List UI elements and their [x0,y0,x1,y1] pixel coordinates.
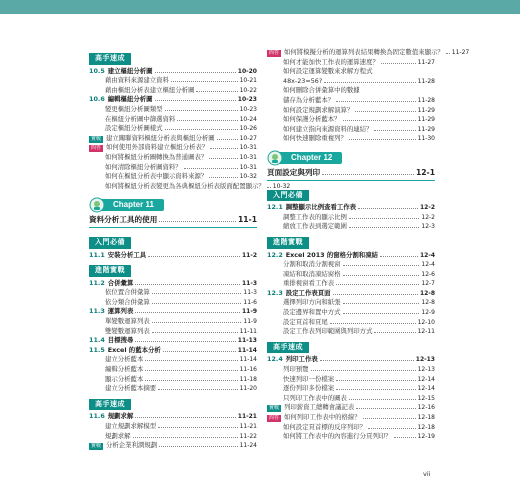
toc-entry[interactable] [267,260,435,270]
entry-title: 逐份列印多份檔案 [283,384,335,393]
toc-entry[interactable] [267,222,435,232]
leader-dots [145,380,237,381]
leader-dots [165,129,238,130]
entry-number: 11.5 [89,345,105,354]
entry-page: 11-14 [239,356,257,364]
toc-entry[interactable] [267,270,435,280]
toc-list [267,355,435,441]
toc-entry[interactable] [89,163,257,173]
entry-number: 12.3 [267,288,283,297]
leader-dots [343,120,416,121]
entry-title: Excel 2013 的窗格分割和凍結 [285,250,378,259]
toc-entry[interactable] [89,336,257,346]
toc-entry[interactable] [89,124,257,134]
entry-page: 11-20 [239,385,257,393]
toc-entry[interactable] [89,153,257,163]
leader-dots [343,265,420,266]
toc-entry[interactable] [89,441,257,451]
entry-title: 如何設定頁首標的反序列印？ [283,422,367,431]
entry-title: 如何設定運算變數來求解方程式 [283,67,373,76]
entry-page: 11-13 [237,337,257,345]
entry-title: 列印薪資工總轉會議記表 [284,403,355,412]
leader-dots [135,312,240,313]
toc-entry[interactable] [89,143,257,153]
entry-tag: 實戰 [91,443,102,450]
leader-dots [333,294,418,295]
entry-title: 建立樞紐分析圖 [107,66,153,75]
entry-page: 11-3 [241,279,257,287]
section-label: 進階實戰 [267,237,309,249]
leader-dots [217,139,238,140]
leader-dots [155,100,236,101]
section-label: 入門必備 [267,190,309,202]
entry-title: 如何將樞紐分析表變更為各典樞紐分析表版面配置顯示？ [105,181,265,190]
toc-entry[interactable] [89,251,257,261]
chapter-title: 頁面設定與列印 [267,167,321,177]
entry-title: 如何才能加快工作表的運算速度？ [283,57,379,66]
toc-entry[interactable] [267,213,435,223]
entry-title: 分析企業利潤規劃 [106,441,158,450]
entry-page: 11-24 [239,442,257,450]
entry-title: 選擇列印方向和紙張 [283,298,341,307]
entry-page: 11-2 [241,251,257,259]
toc-entry[interactable] [267,432,435,442]
leader-dots [152,293,242,294]
toc-entry[interactable] [89,172,257,182]
toc-entry[interactable] [89,307,257,317]
toc-entry[interactable] [267,318,435,328]
toc-entry[interactable] [267,423,435,433]
leader-dots [374,332,415,333]
toc-right-column [267,48,470,442]
toc-entry[interactable] [267,413,435,423]
entry-title: 如何將樞紐分析圖轉換為普通圖表？ [105,152,208,161]
leader-dots [209,158,237,159]
entry-title: 儲存為分析藍本？ [283,95,335,104]
entry-tag: 實戰 [91,135,102,142]
leader-dots [135,284,240,285]
entry-number: 12.4 [267,355,283,364]
entry-title: 依分類合併彙算 [105,297,150,306]
leader-dots [152,332,238,333]
toc-entry[interactable] [89,365,257,375]
entry-number: 11.6 [89,412,105,421]
leader-dots [355,111,415,112]
toc-entry[interactable] [267,134,435,144]
entry-page: 12-4 [419,251,435,259]
entry-page: 10-31 [239,144,257,152]
chapter-badge-icon [267,150,283,166]
entry-page: 11-6 [243,298,257,306]
entry-page: 10-22 [239,86,257,94]
entry-tag: 實戰 [269,405,280,412]
entry-number: 12.1 [267,203,283,212]
entry-page: 11-28 [417,96,435,104]
entry-page: 10-20 [237,67,257,75]
leader-dots [210,148,237,149]
entry-number: 11.4 [89,336,105,345]
entry-title: 如何使用外部資料建立樞紐分析表？ [106,143,209,152]
toc-entry[interactable] [267,251,435,261]
toc-entry[interactable] [267,365,435,375]
leader-dots [343,275,420,276]
toc-entry[interactable] [89,422,257,432]
entry-title: 如何建立指向來源資料的連結？ [283,124,373,133]
toc-entry[interactable] [267,203,435,213]
entry-title: 運算列表 [107,307,134,316]
leader-dots [336,389,415,390]
leader-dots [343,313,420,314]
toc-entry[interactable] [89,432,257,442]
leader-dots [374,130,415,131]
section-label: 高手速成 [89,53,131,65]
entry-title: 藉由資料來源建立資料 [105,76,169,85]
entry-title: 如何快速刪除重複列？ [283,134,347,143]
entry-page: 11-21 [239,423,257,430]
leader-dots [152,303,242,304]
chapter-label: Chapter 12 [277,152,342,164]
leader-dots [320,360,414,361]
entry-title: 如何將模擬分析的運算列表結果轉換為固定數值來顯示？ [284,48,444,56]
toc-entry[interactable] [89,86,257,96]
toc-entry[interactable] [267,48,470,58]
leader-dots [356,408,415,409]
entry-page: 11-29 [417,116,435,124]
entry-title: 單變數運算列表 [105,317,150,326]
toc-entry[interactable] [267,125,435,135]
entry-title: 調整工作表的顯示比例 [283,212,347,221]
toc-list [267,251,435,337]
leader-dots [209,177,237,178]
entry-title: 合併彙算 [107,278,134,287]
entry-title: 48x-23=56? [283,76,323,85]
section-label: 入門必備 [89,237,131,249]
entry-number: 11.1 [89,250,105,259]
toc-entry[interactable] [89,355,257,365]
leader-dots [148,256,240,257]
toc-entry[interactable] [89,181,291,192]
leader-dots [311,370,416,371]
entry-title: 如何將工作表中的內容進行分頁列印？ [283,432,392,441]
entry-page: 12-18 [417,423,435,431]
leader-dots [171,81,238,82]
entry-page: 12-8 [419,289,435,297]
toc-entry[interactable] [267,394,435,404]
entry-page: 10-31 [239,163,257,171]
toc-entry[interactable] [89,384,257,394]
entry-page: 12-18 [417,414,435,421]
entry-number: 10.6 [89,95,105,104]
entry-title: 列印工作表 [285,355,318,364]
entry-title: 重排視窗看工作表 [283,279,335,288]
leader-dots [145,360,237,361]
leader-dots [163,351,236,352]
entry-title: 只列印工作表中的圖表 [283,393,347,402]
chapter-11-block [89,197,257,228]
entry-page: 12-2 [421,213,435,221]
toc-list [89,66,291,192]
entry-title: 在樞紐分析圖中篩選資料 [105,114,176,123]
entry-title: 凍結和取消凍結窗格 [283,269,341,278]
leader-dots [133,437,238,438]
entry-page: 12-13 [417,366,435,374]
toc-list [89,251,257,261]
toc-entry[interactable] [267,308,435,318]
entry-page: 12-6 [421,270,435,278]
entry-page: 11-9 [243,318,257,326]
leader-dots [330,323,416,324]
leader-dots [158,389,237,390]
entry-title: 設定邊界和置中方式 [283,308,341,317]
entry-page: 12-11 [417,328,435,336]
toc-entry[interactable] [89,327,257,337]
chapter-badge-icon [89,197,105,213]
top-color-band [0,0,520,14]
entry-page: 11-16 [239,366,257,374]
leader-dots [165,110,238,111]
entry-page: 11-27 [417,58,435,66]
entry-page: 12-4 [421,261,435,269]
chapter-page: 11-1 [237,215,257,225]
chapter-title: 資料分析工具的使用 [89,215,158,225]
leader-dots [184,168,238,169]
entry-title: 編輯樞紐分析圖 [107,95,153,104]
entry-number: 12.2 [267,250,283,259]
entry-page: 10-23 [239,105,257,113]
chapter-title-row[interactable] [267,168,435,181]
entry-title: Excel 的藍本分析 [107,345,161,354]
entry-title: 如何在樞紐分析表中顯示資料來源？ [105,172,208,181]
toc-entry[interactable] [267,77,435,87]
leader-dots [363,418,416,419]
entry-page: 10-31 [239,153,257,161]
entry-page: 12-14 [417,375,435,383]
entry-page: 10-32 [239,173,257,181]
entry-page: 10-23 [237,96,257,104]
leader-dots [446,53,450,54]
chapter-header [267,150,435,166]
entry-tag: 問答 [269,50,280,56]
toc-entry[interactable] [89,279,257,289]
section-label: 高手速成 [267,342,309,354]
entry-title: 建立關聯資料樞紐分析表與樞紐分析圖 [106,133,215,142]
entry-title: 設定頁首和頁尾 [283,317,328,326]
leader-dots [368,428,415,429]
chapter-title-row[interactable] [89,215,257,228]
leader-dots [336,380,415,381]
leader-dots [159,446,237,447]
entry-title: 規劃求解 [105,431,131,440]
entry-title: 安裝分析工具 [107,250,147,259]
entry-page: 12-19 [417,433,435,441]
entry-page: 11-22 [239,432,257,440]
entry-title: 變更樞紐分析圖類型 [105,104,163,113]
toc-entry[interactable] [89,346,257,356]
entry-tag: 問答 [91,145,102,152]
entry-title: 設定樞紐分析圖樣式 [105,124,163,133]
entry-page: 11-14 [237,346,257,354]
leader-dots [343,303,420,304]
entry-page: 10-32 [272,182,291,190]
toc-entry[interactable] [89,115,257,125]
entry-page: 11-29 [417,106,435,114]
entry-page: 11-28 [417,77,435,85]
entry-title: 設定工作表列印範圍與列印方式 [283,327,373,336]
entry-title: 縮放工作表到選定範圍 [283,222,347,231]
toc-entry[interactable] [267,106,435,116]
entry-page: 12-2 [419,204,435,212]
entry-title: 藉由樞紐分析表建立樞紐分析圖 [105,85,195,94]
toc-entry[interactable] [89,317,257,327]
section-label: 進階實戰 [89,265,131,277]
entry-title: 如何列印工作表中的格線？ [284,413,361,421]
toc-entry[interactable] [89,134,257,144]
entry-page: 11-29 [417,125,435,133]
entry-title: 設定工作表頁面 [285,288,331,297]
toc-entry[interactable] [267,384,435,394]
entry-title: 編輯分析藍本 [105,365,144,374]
toc-entry[interactable] [267,58,435,68]
entry-title: 顯示分析藍本 [105,374,144,383]
toc-entry[interactable] [267,86,435,96]
leader-dots [322,174,414,175]
leader-dots [336,284,419,285]
section-label: 高手速成 [89,399,131,411]
toc-entry[interactable] [89,67,257,77]
toc-entry[interactable] [267,327,435,337]
entry-title: 調整顯示比例查看工作表 [285,203,357,212]
entry-title: 如何刪除合併彙算中的數據 [283,86,360,95]
toc-list [267,48,470,144]
entry-page: 12-7 [421,280,435,288]
toc-entry[interactable] [267,375,435,385]
toc-entry[interactable] [89,288,257,298]
toc-entry[interactable] [267,279,435,289]
entry-page: 12-14 [417,385,435,393]
toc-list [89,279,257,394]
entry-page: 12-16 [417,404,435,412]
entry-page: 11-21 [237,413,257,421]
entry-page: 11-18 [239,375,257,383]
leader-dots [336,101,415,102]
leader-dots [381,63,416,64]
entry-page: 10-21 [239,77,257,85]
entry-page: 10-24 [239,115,257,123]
entry-page: 11-11 [239,327,257,335]
entry-page: 11-3 [243,289,257,297]
toc-entry[interactable] [89,412,257,422]
leader-dots [349,227,419,228]
entry-tag: 問答 [269,415,280,421]
entry-page: 11-9 [241,308,257,316]
entry-page: 12-3 [421,223,435,231]
entry-page: 11-27 [451,49,470,56]
chapter-12-block [267,150,435,181]
entry-number: 11.3 [89,307,105,316]
entry-page: 12-13 [415,356,435,364]
leader-dots [324,82,415,83]
entry-page: 10-27 [239,134,257,142]
entry-page: 10-26 [239,125,257,133]
entry-page: 12-8 [421,299,435,307]
leader-dots [349,218,419,219]
toc-list [89,412,257,450]
entry-title: 如何保護分析藍本？ [283,115,341,124]
chapter-header [89,197,257,213]
toc-entry[interactable] [267,67,435,77]
entry-number: 11.2 [89,278,105,287]
leader-dots [155,72,236,73]
entry-title: 建立分析藍本 [105,355,144,364]
entry-number: 10.5 [89,66,105,75]
leader-dots [349,399,416,400]
entry-title: 依位置合併彙算 [105,288,150,297]
leader-dots [358,208,418,209]
leader-dots [349,139,416,140]
toc-entry[interactable] [267,298,435,308]
leader-dots [380,256,418,257]
entry-title: 建立分析藍本摘要 [105,384,157,393]
entry-title: 目標搜尋 [107,336,134,345]
toc-entry[interactable] [267,96,435,106]
toc-entry[interactable] [267,355,435,365]
toc-entry[interactable] [89,105,257,115]
entry-page: 12-15 [417,394,435,402]
leader-dots [394,437,416,438]
chapter-page: 12-1 [415,167,435,177]
leader-dots [135,417,235,418]
toc-entry[interactable] [89,95,257,105]
entry-page: 12-10 [417,318,435,326]
entry-title: 列印預覽 [283,365,309,374]
entry-title: 分割和取消分割視窗 [283,260,341,269]
leader-dots [177,120,237,121]
entry-title: 雙變數運算列表 [105,326,150,335]
leader-dots [158,427,237,428]
chapter-label: Chapter 11 [99,199,164,211]
toc-entry[interactable] [89,76,257,86]
leader-dots [145,370,237,371]
entry-page: 11-30 [417,135,435,143]
leader-dots [196,91,237,92]
entry-title: 如何清除樞紐分析圖資料？ [105,162,182,171]
entry-page: 12-9 [421,309,435,317]
leader-dots [159,221,236,222]
leader-dots [152,322,242,323]
entry-title: 規劃求解 [107,412,134,421]
entry-title: 如何設定規劃求解演算？ [283,105,354,114]
toc-list [267,203,435,232]
entry-title: 建立規劃求解模型 [105,422,157,430]
leader-dots [135,341,235,342]
entry-title: 快速列印一份檔案 [283,374,335,383]
toc-entry[interactable] [267,115,435,125]
toc-entry[interactable] [267,403,435,413]
toc-entry[interactable] [89,375,257,385]
page-number: vii [423,470,431,478]
